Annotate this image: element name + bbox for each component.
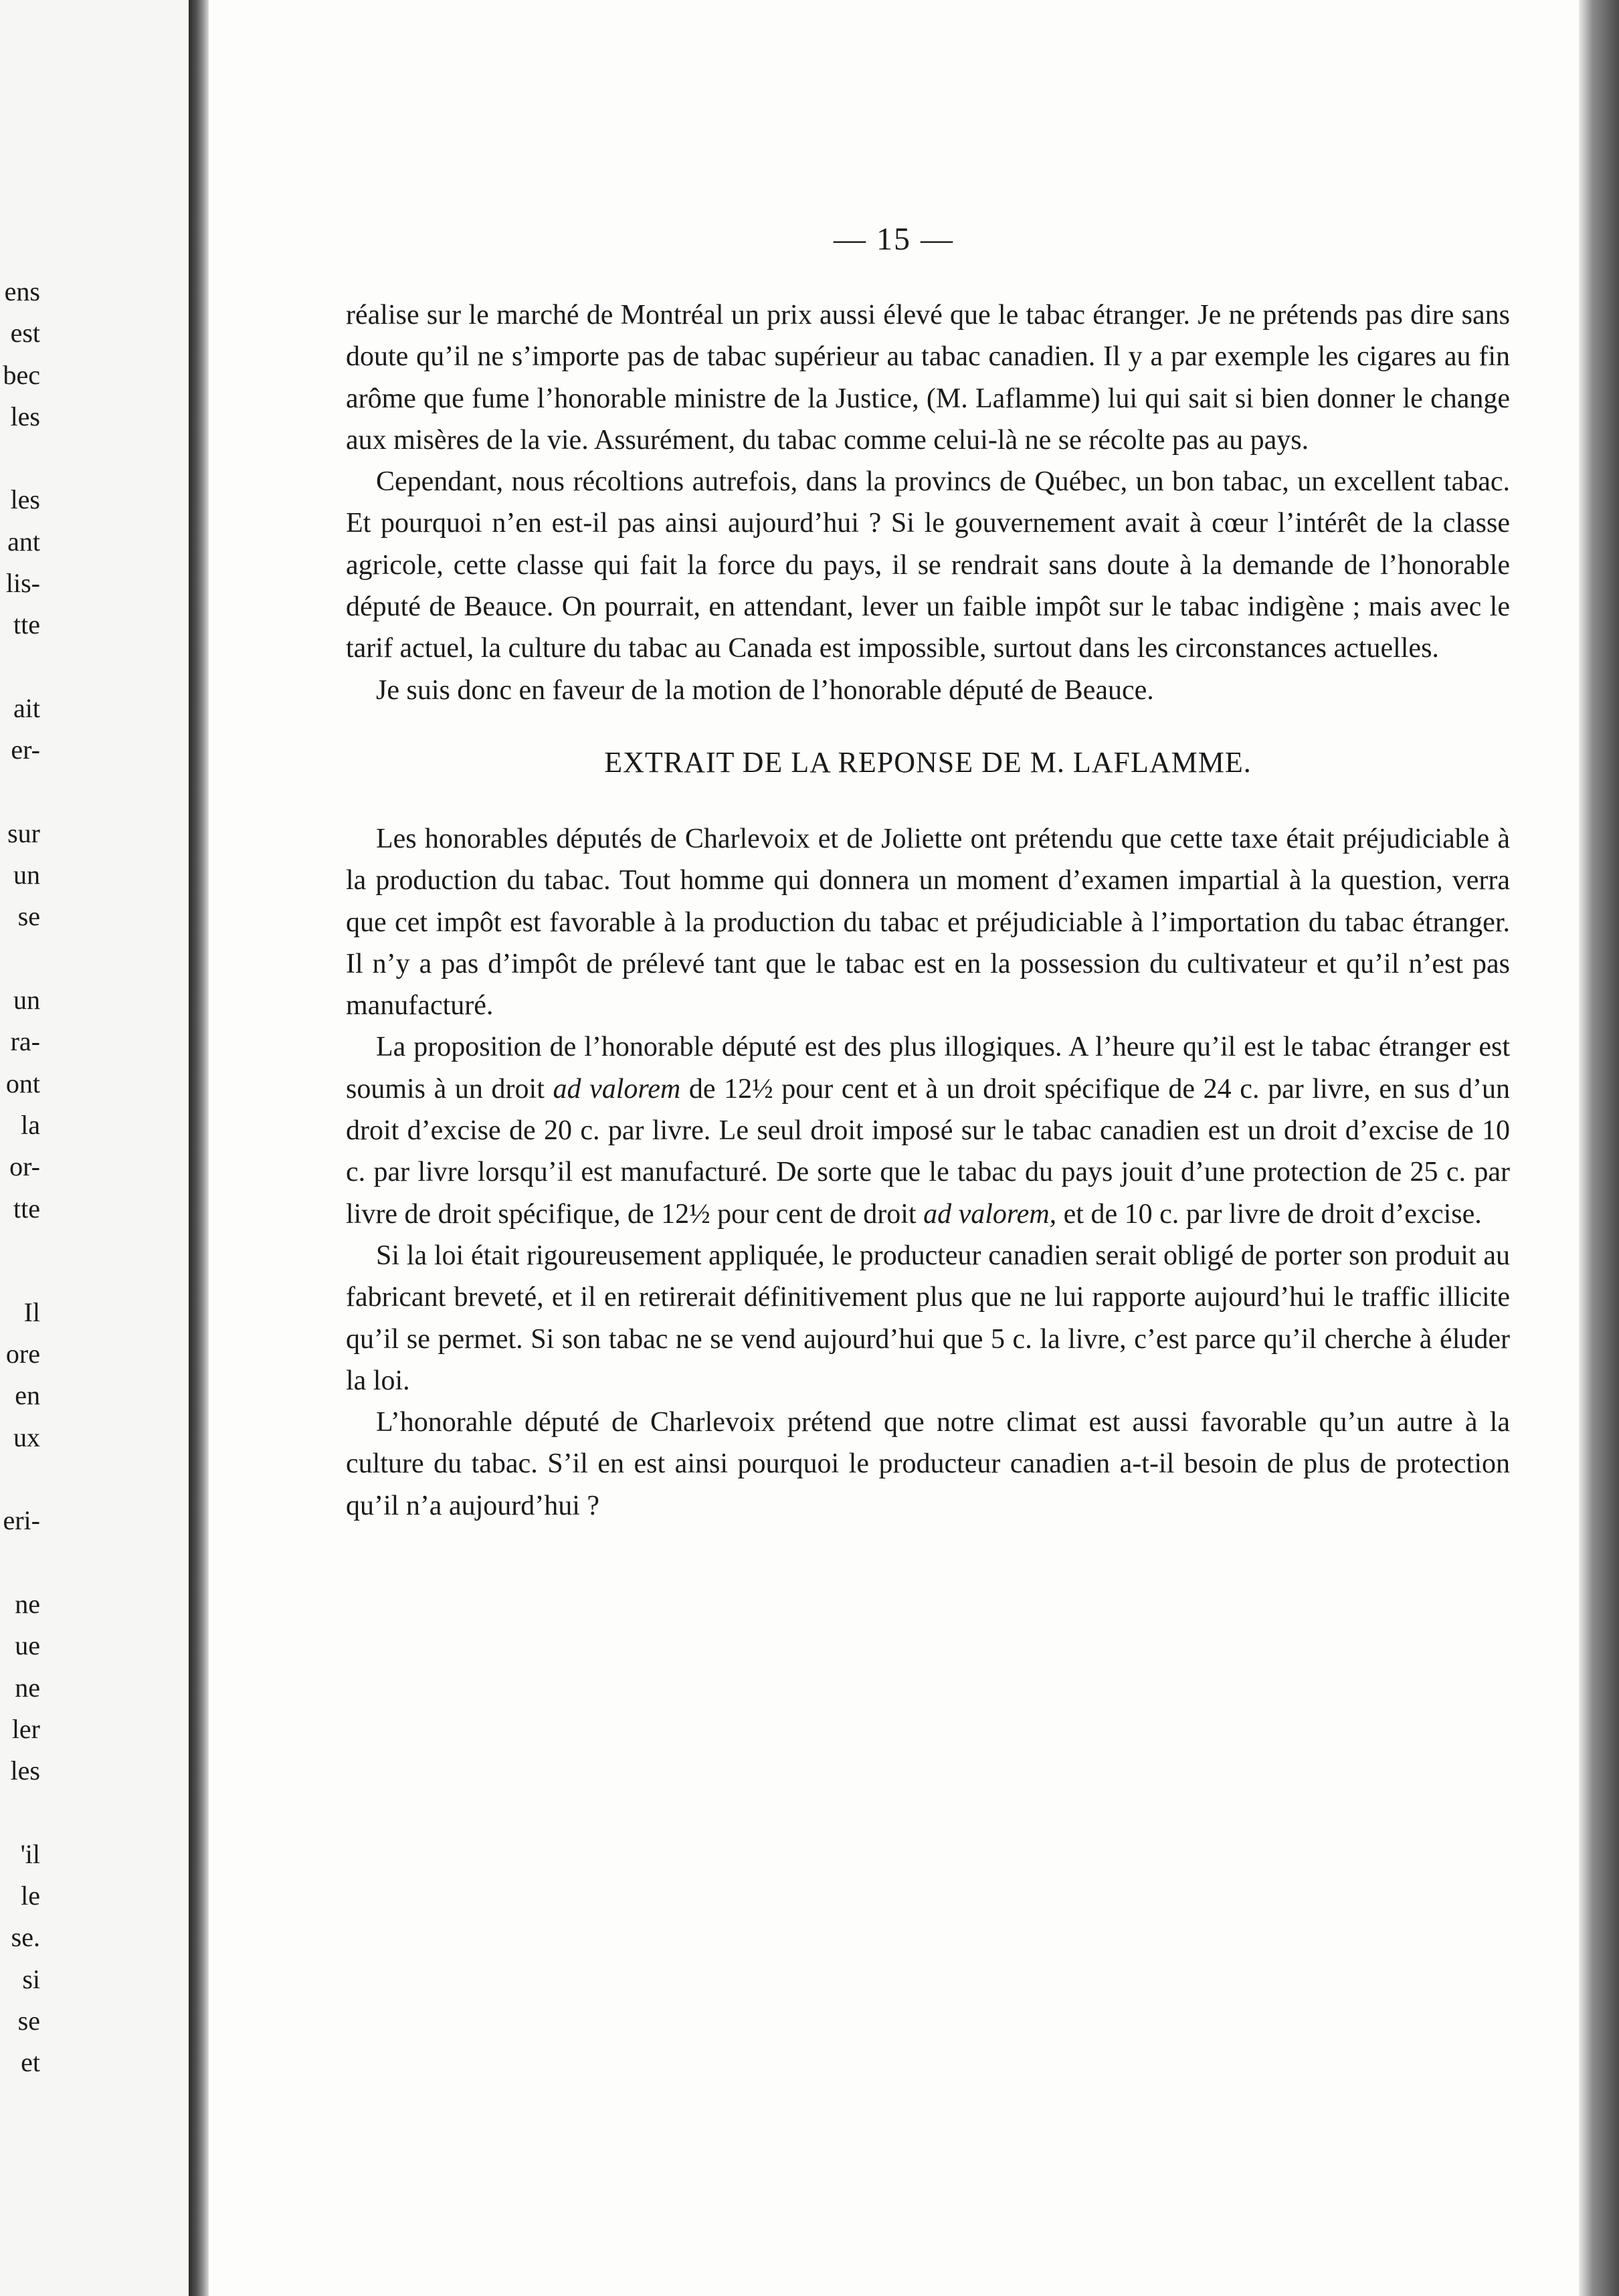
page-number: — 15 — <box>834 221 954 257</box>
fragment: la <box>21 1109 40 1140</box>
fragment: ens <box>4 276 40 306</box>
fragment: bec <box>3 359 40 390</box>
paragraph-text: La proposition de l’honorable député est des plus illogiques. A l’heure qu’il est le tabac étranger est soumis à un droit <box>346 1032 1510 1105</box>
fragment: se <box>17 2005 40 2036</box>
fragment: Il <box>23 1297 40 1327</box>
fragment: 'il <box>20 1838 40 1869</box>
fragment: se. <box>11 1922 40 1953</box>
italic-term: ad valorem, <box>923 1198 1057 1230</box>
fragment: se <box>17 901 40 932</box>
fragment: le <box>21 1880 40 1911</box>
fragment: ore <box>5 1339 40 1369</box>
fragment: les <box>10 484 40 515</box>
paragraph: Si la loi était rigoureusement appliquée, le producteur canadien serait obligé de porter son produit au fabricant breveté, et il en retirerait définitivement plus que ne lui rapporte aujourd’hui le traffic illicite qu’il se permet. Si son tabac ne se vend aujourd’hui que 5 c. la livre, c’est parce qu’il cherche à éluder la loi. <box>346 1240 1510 1396</box>
book-page <box>209 0 1579 2296</box>
fragment: ne <box>15 1672 40 1703</box>
paragraph <box>346 1026 1510 1234</box>
fragment: si <box>22 1964 40 1994</box>
fragment: ait <box>13 692 40 723</box>
previous-page-line-endings <box>0 271 40 2083</box>
paragraph: Je suis donc en faveur de la motion de l’honorable député de Beauce. <box>376 674 1154 706</box>
paragraph: Les honorables députés de Charlevoix et de Joliette ont prétendu que cette taxe était préjudiciable à la production du tabac. Tout homme qui donnera un moment d’examen impartial à la question, verra que cet impôt est favorable à la production du tabac et préjudiciable à l’importation du tabac étranger. Il n’y a pas d’impôt de prélevé tant que le tabac est en la possession du cultivateur et qu’il n’est pas manufacturé. <box>346 823 1510 1022</box>
fragment: ux <box>13 1422 40 1452</box>
paragraph-text: de 12½ pour cent et à un droit spécifique de 24 c. par livre, en sus d’un droit d’excise de 20 c. par livre. Le seul droit imposé sur le tabac canadien est un droit d’excise de 10 c. par livre lorsqu’il est manufacturé. De sorte que le tabac du pays jouit d’une protection de 25 c. par livre de droit spécifique, de 12½ pour cent de droit <box>346 1073 1510 1230</box>
paragraph: réalise sur le marché de Montréal un prix aussi élevé que le tabac étranger. Je ne prétends pas dire sans doute qu’il ne s’importe pas de tabac supérieur au tabac canadien. Il y a par exemple les cigares au fin arôme que fume l’honorable ministre de la Justice, (M. Laflamme) lui qui sait si bien donner le change aux misères de la vie. Assurément, du tabac comme celui-là ne se récolte pas au pays. <box>346 300 1510 456</box>
previous-page-margin <box>0 0 189 2296</box>
fragment: ler <box>11 1713 40 1744</box>
paragraph: Cependant, nous récoltions autrefois, dans la provincs de Québec, un bon tabac, un excellent tabac. Et pourquoi n’en est-il pas ainsi aujourd’hui ? Si le gouvernement avait à cœur l’intérêt de la classe agricole, cette classe qui fait la force du pays, il se rendrait sans doute à la demande de l’honorable député de Beauce. On pourrait, en attendant, lever un faible impôt sur le tabac indigène ; mais avec le tarif actuel, la culture du tabac au Canada est impossible, surtout dans les circonstances actuelles. <box>346 466 1510 664</box>
fragment: les <box>10 401 40 432</box>
fragment: en <box>15 1380 40 1411</box>
section-heading: EXTRAIT DE LA REPONSE DE M. LAFLAMME. <box>604 745 1252 779</box>
paragraph-text: et de 10 c. par livre de droit d’excise. <box>1056 1198 1482 1230</box>
fragment: ant <box>7 526 40 557</box>
page-body <box>346 294 1510 1527</box>
fragment: ra- <box>10 1026 40 1057</box>
fragment: et <box>21 2047 40 2078</box>
fragment: er- <box>11 735 40 765</box>
paragraph: L’honorahle député de Charlevoix prétend que notre climat est aussi favorable qu’un autre à la culture du tabac. S’il en est ainsi pourquoi le producteur canadien a-t-il besoin de plus de protection qu’il n’a aujourd’hui ? <box>346 1407 1510 1521</box>
fragment: les <box>10 1755 40 1786</box>
fragment: tte <box>13 609 40 640</box>
fragment: or- <box>9 1151 40 1182</box>
fragment: ont <box>5 1068 40 1098</box>
fragment: ue <box>15 1630 40 1661</box>
fragment: lis- <box>5 568 40 599</box>
fragment: sur <box>7 818 40 848</box>
italic-term: ad valorem <box>553 1073 681 1105</box>
fragment: tte <box>13 1193 40 1224</box>
fragment: est <box>10 318 40 349</box>
fragment: eri- <box>3 1505 40 1536</box>
fragment: un <box>13 860 40 890</box>
fragment: un <box>13 985 40 1016</box>
page-edge <box>1579 0 1619 2296</box>
fragment: ne <box>15 1588 40 1619</box>
book-gutter <box>189 0 209 2296</box>
